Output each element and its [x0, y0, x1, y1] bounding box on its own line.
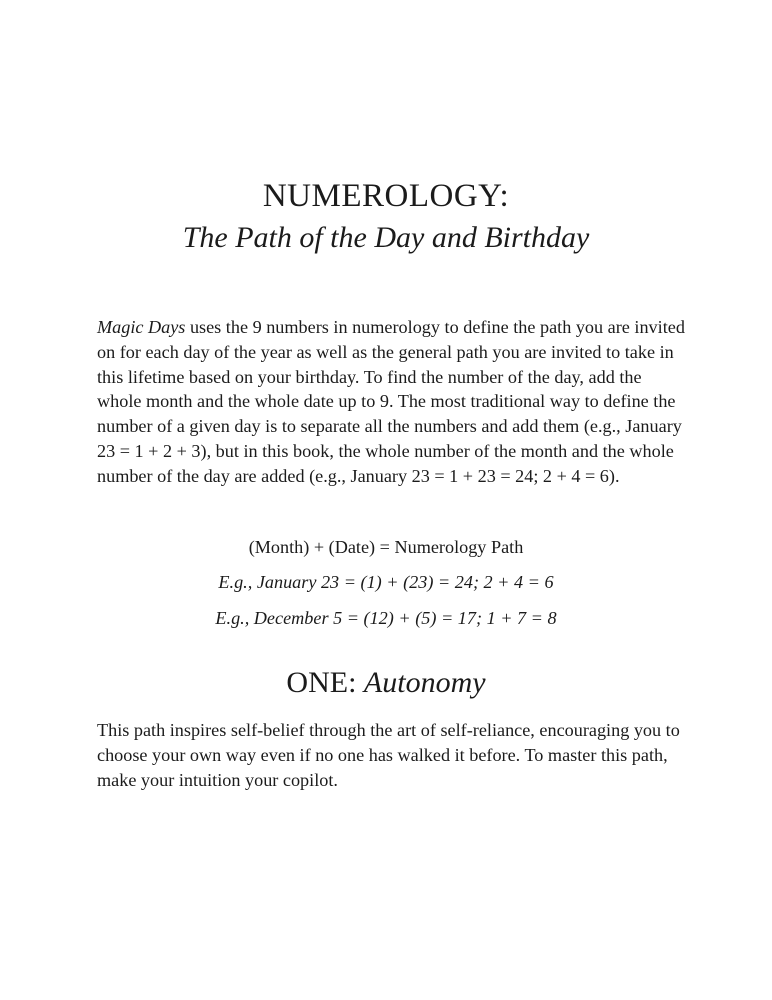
formula-example-2: E.g., December 5 = (12) + (5) = 17; 1 + 7 = 8 [215, 608, 557, 628]
section-body: This path inspires self-belief through the art of self-reliance, encouraging you to choose your own way even if no one has walked it before. To master this path, make your intuition your copilot. [97, 720, 680, 790]
section-name: Autonomy [363, 666, 486, 699]
intro-text: uses the 9 numbers in numerology to define the path you are invited on for each day of the year as well as the general path you are invited to take in this lifetime based on your birthday. To find the number of the day, add the whole month and the whole date up to 9. The most traditional way to define the number of a given day is to separate all the numbers and add them (e.g., January 23 = 1 + 2 + 3), but in this book, the whole number of the month and the whole number of the day are added (e.g., January 23 = 1 + 23 = 24; 2 + 4 = 6). [97, 317, 685, 486]
formula-main: (Month) + (Date) = Numerology Path [248, 537, 524, 557]
page-subtitle: The Path of the Day and Birthday [182, 221, 590, 254]
formula-example-1: E.g., January 23 = (1) + (23) = 24; 2 + 4 = 6 [218, 572, 554, 592]
page-title: NUMEROLOGY: [262, 178, 510, 214]
section-heading [0, 663, 772, 703]
book-title: Magic Days [97, 317, 186, 337]
section-number: ONE: [286, 666, 357, 699]
intro-paragraph [97, 315, 687, 489]
